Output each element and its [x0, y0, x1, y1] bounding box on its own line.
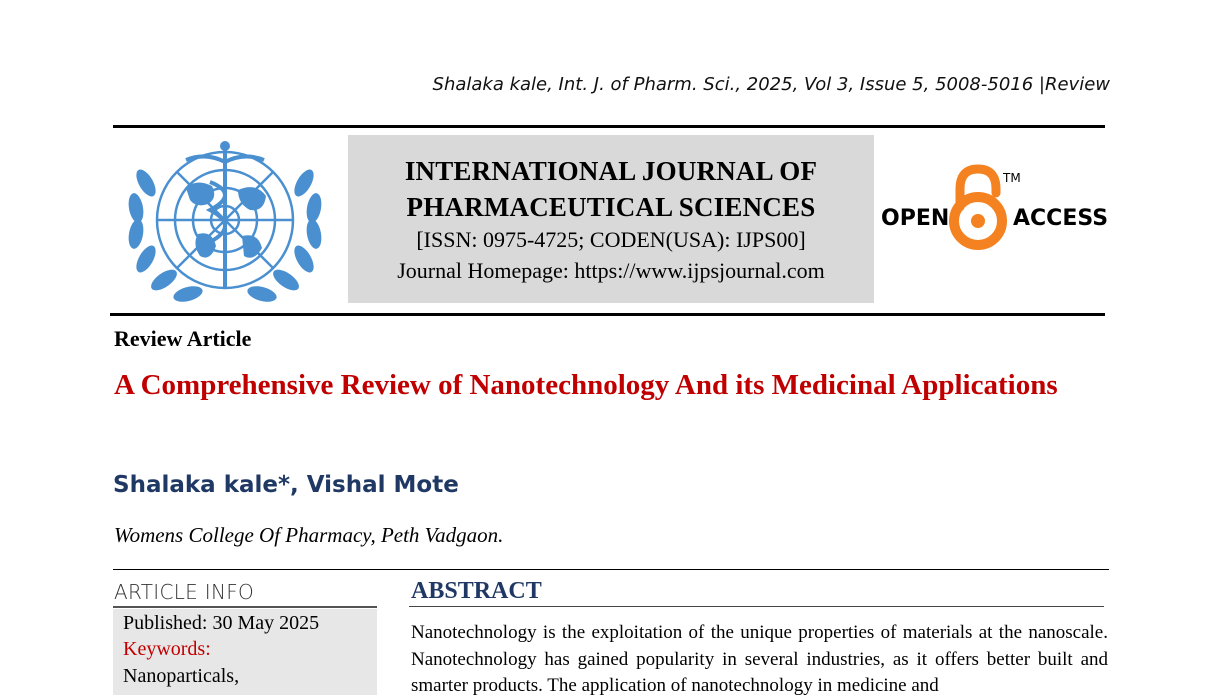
abstract-text: Nanotechnology is the exploitation of the unique properties of materials at the nanoscale. Nanotechnology has gained popularity in several industries, as it offers better built and smarter products. The application of nanotechnology in medicine and — [411, 622, 1108, 696]
article-info-box — [113, 609, 377, 695]
article-authors: Shalaka kale*, Vishal Mote — [113, 472, 459, 498]
journal-homepage: Journal Homepage: https://www.ijpsjournal.com — [397, 258, 825, 283]
article-type: Review Article — [114, 326, 252, 351]
keywords-label: Keywords: — [123, 638, 211, 660]
open-lock-icon — [954, 169, 1002, 245]
top-rule — [113, 125, 1105, 128]
journal-title-line2: PHARMACEUTICAL SCIENCES — [406, 192, 816, 222]
journal-title-line1: INTERNATIONAL JOURNAL OF — [404, 156, 818, 186]
published-date: Published: 30 May 2025 — [123, 612, 320, 634]
section-divider — [113, 569, 1109, 570]
running-header: Shalaka kale, Int. J. of Pharm. Sci., 2025, Vol 3, Issue 5, 5008-5016 |Review — [432, 74, 1110, 95]
author-affiliation: Womens College Of Pharmacy, Peth Vadgaon. — [114, 523, 504, 547]
open-access-right-word: ACCESS — [1013, 206, 1109, 231]
abstract-underline — [409, 606, 1104, 607]
journal-masthead — [348, 135, 874, 303]
open-access-logo — [880, 163, 1110, 253]
un-emblem-icon — [126, 138, 324, 306]
masthead-bottom-rule — [110, 313, 1105, 316]
open-access-left-word: OPEN — [881, 206, 950, 231]
journal-title — [348, 153, 874, 225]
keyword-item: Nanoparticals, — [123, 665, 240, 687]
article-title: A Comprehensive Review of Nanotechnology And its Medicinal Applications — [114, 369, 1058, 401]
article-info-underline — [113, 606, 377, 608]
abstract-heading: ABSTRACT — [411, 578, 542, 604]
open-access-trademark: TM — [1003, 171, 1021, 185]
journal-issn: [ISSN: 0975-4725; CODEN(USA): IJPS00] — [416, 227, 806, 252]
article-info-heading: ARTICLE INFO — [114, 580, 255, 604]
